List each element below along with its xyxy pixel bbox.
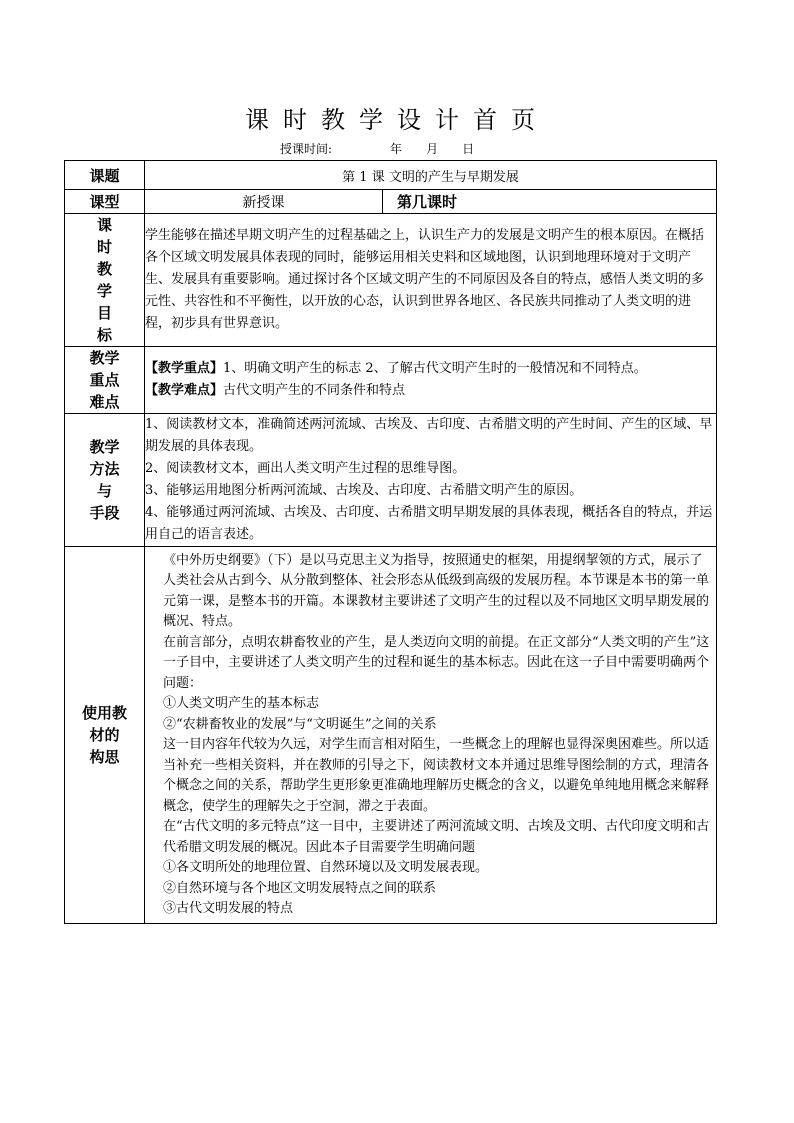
focus-label-line: 教学: [89, 349, 120, 367]
methods-row: [65, 414, 717, 547]
focus-content: [145, 347, 717, 414]
usage-label: [65, 547, 145, 924]
usage-paragraph: 在“古代文明的多元特点”这一目中，主要讲述了两河流域文明、古埃及文明、古代印度文明和古代希腊文明发展的概况。因此本子目需要学生明确问题: [163, 819, 710, 855]
lesson-date: [280, 140, 474, 157]
method-item: 4、能够通过两河流域、古埃及、古印度、古希腊文明早期发展的具体表现，概括各自的特点，并运用自己的语言表述。: [145, 505, 713, 542]
usage-paragraph: 这一目内容年代较为久远，对学生而言相对陌生，一些概念上的理解也显得深奥困难些。所以适当补充一些相关资料，并在教师的引导之下，阅读教材文本并通过思维导图绘制的方式，理清各个概念之间的关系，帮助学生更形象更准确地理解历史概念的含义，以避免单纯地用概念来解释概念，使学生的理解失之于空洞，滞之于表面。: [163, 737, 710, 814]
methods-label-line: 方法: [89, 460, 120, 478]
goals-label-char: 标: [96, 326, 112, 344]
methods-label-line: 与: [96, 482, 112, 500]
difficult-point-tag: 【教学难点】: [145, 383, 224, 398]
goals-label: [65, 214, 145, 347]
usage-label-line: 使用教: [81, 704, 127, 722]
date-month: 月: [426, 142, 439, 156]
usage-label-line: 构思: [89, 748, 120, 766]
methods-label-line: 手段: [89, 504, 120, 522]
date-day: 日: [462, 142, 475, 156]
methods-content: [145, 414, 717, 547]
goals-label-char: 教: [96, 260, 112, 278]
difficult-point: [145, 380, 716, 402]
usage-paragraph: ①人类文明产生的基本标志: [163, 696, 320, 711]
type-row: [65, 190, 717, 214]
method-item: 3、能够运用地图分析两河流域、古埃及、古印度、古希腊文明产生的原因。: [145, 483, 583, 498]
key-point: [145, 358, 716, 380]
goals-label-char: 课: [96, 216, 112, 234]
usage-paragraph: ②自然环境与各个地区文明发展特点之间的联系: [163, 880, 437, 896]
methods-label-line: 教学: [89, 438, 120, 456]
focus-label-line: 难点: [89, 393, 120, 411]
goals-label-char: 时: [96, 238, 112, 256]
focus-label-line: 重点: [89, 371, 120, 389]
lesson-design-table: [64, 160, 717, 924]
usage-paragraph: ②“农耕畜牧业的发展”与“文明诞生”之间的关系: [163, 716, 437, 732]
type-label: 课型: [65, 190, 145, 214]
method-item: 1、阅读教材文本，准确简述两河流域、古埃及、古印度、古希腊文明的产生时间、产生的区域、早期发展的具体表现。: [145, 417, 713, 454]
focus-row: [65, 347, 717, 414]
key-point-text: 1、明确文明产生的标志 2、了解古代文明产生时的一般情况和不同特点。: [223, 361, 647, 376]
topic-label: 课题: [65, 161, 145, 190]
type-value: 新授课: [145, 190, 383, 214]
date-label: 授课时间:: [280, 142, 333, 156]
topic-value: 第 1 课 文明的产生与早期发展: [145, 161, 717, 190]
method-item: 2、阅读教材文本，画出人类文明产生过程的思维导图。: [145, 461, 466, 476]
goals-row: [65, 214, 717, 347]
usage-row: [65, 547, 717, 924]
usage-paragraph: ③古代文明发展的特点: [163, 901, 294, 916]
goals-text: [145, 214, 717, 347]
topic-row: [65, 161, 717, 190]
usage-label-line: 材的: [89, 726, 120, 744]
date-year: 年: [390, 142, 403, 156]
focus-label: [65, 347, 145, 414]
usage-content: [145, 547, 717, 924]
page-title: 课时教学设计首页: [245, 106, 549, 134]
methods-label: [65, 414, 145, 547]
usage-paragraph: 《中外历史纲要》（下）是以马克思主义为指导，按照通史的框架，用提纲挈领的方式，展示了人类社会从古到今、从分散到整体、社会形态从低级到高级的发展历程。本节课是本书的第一单元第一课，是整本书的开篇。本课教材主要讲述了文明产生的过程以及不同地区文明早期发展的概况、特点。: [163, 552, 710, 629]
usage-paragraph: 在前言部分，点明农耕畜牧业的产生，是人类迈向文明的前提。在正文部分“人类文明的产生”这一子目中，主要讲述了人类文明产生的过程和诞生的基本标志。因此在这一子目中需要明确两个问题：: [163, 634, 710, 691]
difficult-point-text: 古代文明产生的不同条件和特点: [223, 383, 406, 398]
goals-paragraph: 学生能够在描述早期文明产生的过程基础之上，认识生产力的发展是文明产生的根本原因。在概括各个区域文明发展具体表现的同时，能够运用相关史料和区域地图，认识到地理环境对于文明产生、发展具有重要影响。通过探讨各个区域文明产生的不同原因及各自的特点，感悟人类文明的多元性、共容性和不平衡性，以开放的心态，认识到世界各地区、各民族共同推动了人类文明的进程，初步具有世界意识。: [145, 228, 705, 331]
key-point-tag: 【教学重点】: [145, 361, 224, 376]
period-label: 第几课时: [383, 190, 717, 214]
usage-paragraph: ①各文明所处的地理位置、自然环境以及文明发展表现。: [163, 860, 489, 875]
goals-label-char: 目: [96, 304, 112, 322]
goals-label-char: 学: [96, 282, 112, 300]
